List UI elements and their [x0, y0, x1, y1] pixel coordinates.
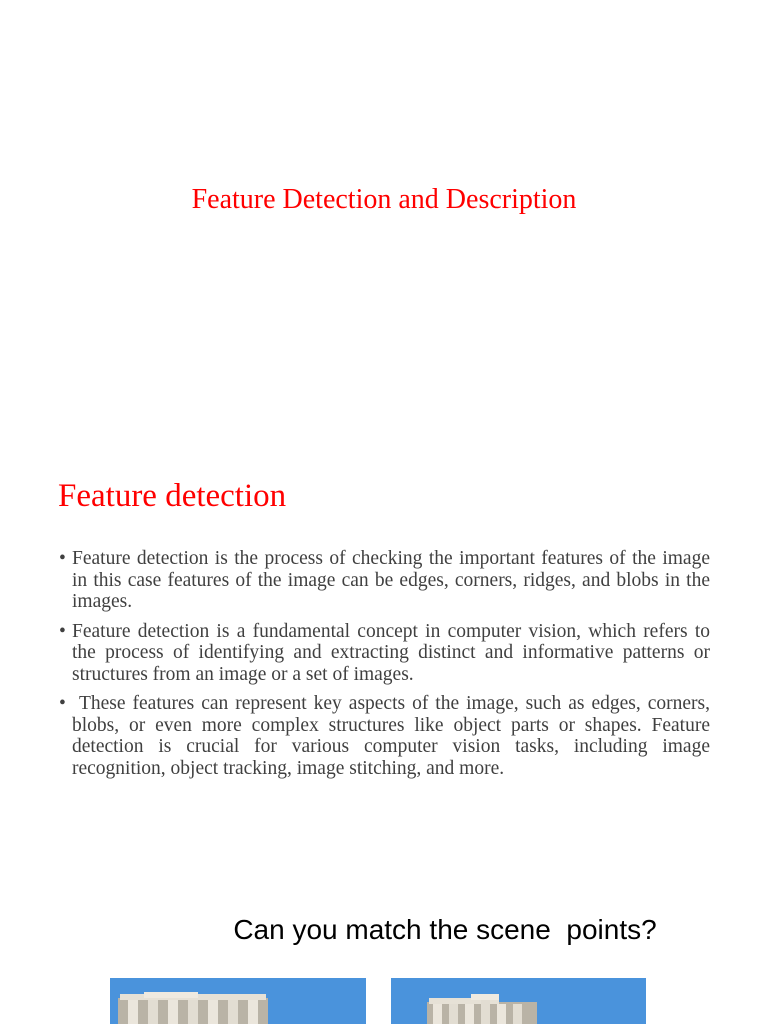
- temple-columns-photo-right-icon: [391, 978, 646, 1024]
- bullet-text: Feature detection is a fundamental concept in computer vision, which refers to the process of identifying and extracting distinct and informative patterns or structures from an image or a set of images.: [72, 620, 710, 685]
- bullet-item: [58, 621, 710, 686]
- bullet-text: Feature detection is the process of checking the important features of the image in this case features of the image can be edges, corners, ridges, and blobs in the images.: [72, 548, 710, 612]
- bullet-item: [58, 693, 715, 779]
- slide-title: Feature Detection and Description: [191, 184, 577, 215]
- bullet-list: [58, 548, 715, 787]
- section-heading: Feature detection: [58, 478, 287, 514]
- bullet-item: [58, 548, 710, 613]
- temple-columns-photo-left: [110, 978, 366, 1024]
- temple-columns-photo-right: [391, 978, 646, 1024]
- bullet-dot-icon: •: [59, 548, 66, 569]
- slide-feature-detection-title: [0, 0, 768, 440]
- temple-columns-photo-left-icon: [110, 978, 366, 1024]
- bullet-dot-icon: •: [59, 620, 66, 642]
- bullet-text: These features can represent key aspects of the image, such as edges, corners, blobs, or even more complex structures like object parts or shapes. Feature detection is crucial for various computer vision tasks, including image recognition, object tracking, image stitching, and more.: [72, 693, 715, 779]
- scene-matching-title: Can you match the scene points?: [233, 914, 657, 945]
- bullet-dot-icon: •: [59, 693, 66, 714]
